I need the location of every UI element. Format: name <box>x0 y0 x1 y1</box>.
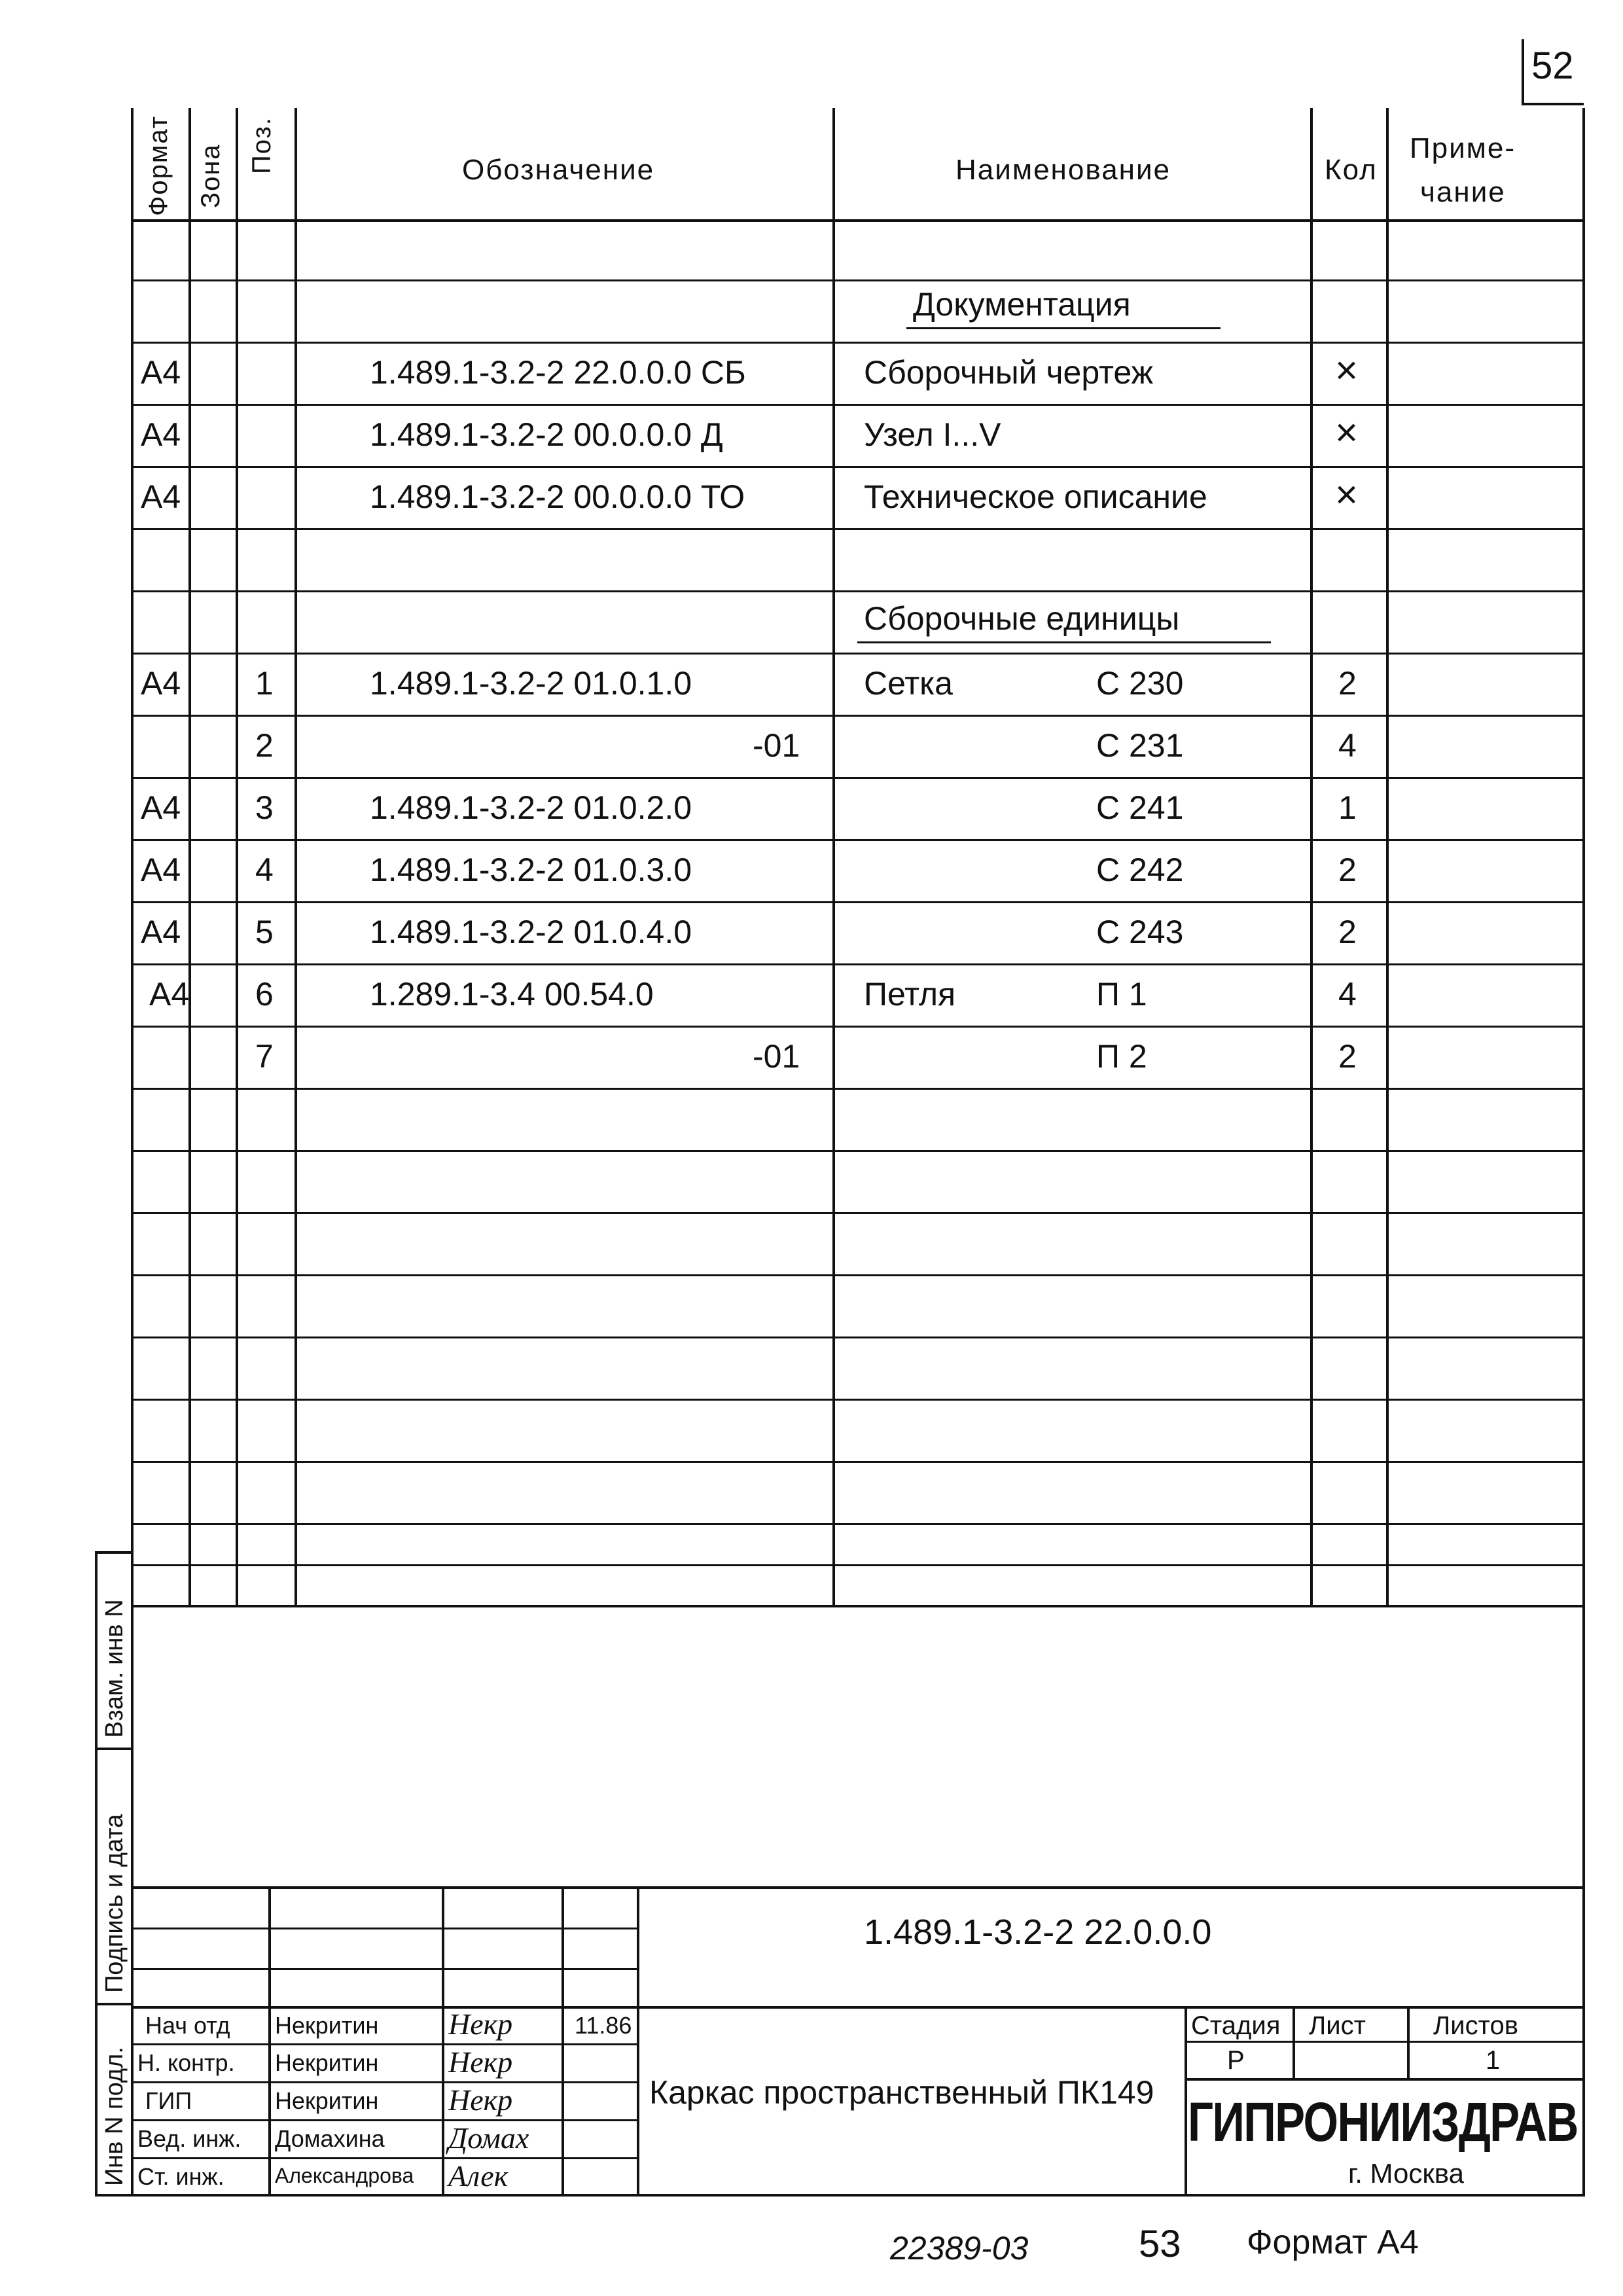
row-2-name: Сборочный чертеж <box>864 354 1154 391</box>
stage-label: Стадия <box>1191 2011 1281 2040</box>
signer-3-signature: Некр <box>448 2083 513 2117</box>
signer-4-role: Вед. инж. <box>137 2125 241 2152</box>
signer-1-role: Нач отд <box>145 2012 230 2039</box>
header-name: Наименование <box>955 154 1171 186</box>
row-3-format: А4 <box>141 416 181 453</box>
row-4-format: А4 <box>141 478 181 515</box>
row-7-format: А4 <box>141 665 181 702</box>
corner-underline <box>1522 103 1584 105</box>
row-10-format: А4 <box>141 852 181 888</box>
row-4-qty: × <box>1335 473 1359 516</box>
row-2-format: А4 <box>141 354 181 391</box>
sheets-value: 1 <box>1486 2046 1501 2075</box>
signer-5-role: Ст. инж. <box>137 2163 224 2190</box>
signer-2-signature: Некр <box>448 2045 513 2079</box>
row-7-designation: 1.489.1-3.2-2 01.0.1.0 <box>370 665 692 702</box>
header-zone: Зона <box>196 143 225 208</box>
row-9-pos: 3 <box>255 789 274 826</box>
row-8-designation: -01 <box>753 727 800 764</box>
row-9-designation: 1.489.1-3.2-2 01.0.2.0 <box>370 789 692 826</box>
table-right-border <box>1582 108 1585 2196</box>
row-3-name: Узел I...V <box>864 416 1001 453</box>
row-11-qty: 2 <box>1338 914 1357 950</box>
row-11-name2: С 243 <box>1096 914 1184 950</box>
row-7-qty: 2 <box>1338 665 1357 702</box>
section-underline <box>857 641 1271 643</box>
row-11-pos: 5 <box>255 914 274 950</box>
row-10-designation: 1.489.1-3.2-2 01.0.3.0 <box>370 852 692 888</box>
row-11-designation: 1.489.1-3.2-2 01.0.4.0 <box>370 914 692 950</box>
row-10-qty: 2 <box>1338 852 1357 888</box>
row-12-pos: 6 <box>255 976 274 1013</box>
row-12-format: А4 <box>149 976 190 1013</box>
section-assembly-units: Сборочные единицы <box>864 600 1180 637</box>
header-note-2: чание <box>1420 176 1506 208</box>
row-12-designation: 1.289.1-3.4 00.54.0 <box>370 976 654 1013</box>
row-3-designation: 1.489.1-3.2-2 00.0.0.0 Д <box>370 416 723 453</box>
sheet-label: Лист <box>1309 2011 1366 2040</box>
row-12-name2: П 1 <box>1096 976 1147 1013</box>
sheet-corner-number: 52 <box>1531 45 1574 87</box>
row-12-qty: 4 <box>1338 976 1357 1013</box>
row-7-name: Сетка <box>864 665 953 702</box>
header-note-1: Приме- <box>1410 132 1516 164</box>
section-underline <box>906 327 1221 329</box>
row-2-designation: 1.489.1-3.2-2 22.0.0.0 СБ <box>370 354 746 391</box>
row-8-pos: 2 <box>255 727 274 764</box>
stage-value: Р <box>1227 2046 1245 2075</box>
row-7-name2: С 230 <box>1096 665 1184 702</box>
signer-4-signature: Домах <box>448 2121 529 2155</box>
title-product-name: Каркас пространственный ПК149 <box>649 2074 1154 2111</box>
side-label-inv-podl: Инв N подл. <box>101 2047 128 2186</box>
row-13-qty: 2 <box>1338 1038 1357 1075</box>
row-10-name2: С 242 <box>1096 852 1184 888</box>
row-2-qty: × <box>1335 348 1359 392</box>
signer-1-date: 11.86 <box>575 2012 632 2039</box>
row-9-name2: С 241 <box>1096 789 1184 826</box>
signer-4-name: Домахина <box>275 2125 385 2152</box>
row-10-pos: 4 <box>255 852 274 888</box>
row-9-qty: 1 <box>1338 789 1357 826</box>
side-label-signature-date: Подпись и дата <box>101 1814 128 1993</box>
section-documentation: Документация <box>913 286 1131 323</box>
signer-5-name: Александрова <box>275 2164 414 2187</box>
row-13-designation: -01 <box>753 1038 800 1075</box>
header-pos: Поз. <box>247 117 276 174</box>
table-bottom-border <box>131 1605 1585 1607</box>
row-8-qty: 4 <box>1338 727 1357 764</box>
row-3-qty: × <box>1335 410 1359 454</box>
organization-city: г. Москва <box>1348 2158 1464 2189</box>
signer-3-role: ГИП <box>145 2087 192 2114</box>
row-11-format: А4 <box>141 914 181 950</box>
signer-5-signature: Алек <box>448 2159 508 2193</box>
signer-2-role: Н. контр. <box>137 2049 235 2076</box>
signer-1-name: Некритин <box>275 2012 379 2039</box>
side-label-inv-vzam: Взам. инв N <box>101 1599 128 1738</box>
header-format: Формат <box>144 115 173 216</box>
organization-name: ГИПРОНИИЗДРАВ <box>1188 2091 1578 2153</box>
row-4-name: Техническое описание <box>864 478 1207 515</box>
sheets-label: Листов <box>1433 2011 1518 2040</box>
archive-number: 22389-03 <box>890 2230 1029 2267</box>
header-qty: Кол <box>1325 154 1378 186</box>
signer-2-name: Некритин <box>275 2049 379 2076</box>
row-4-designation: 1.489.1-3.2-2 00.0.0.0 ТО <box>370 478 745 515</box>
row-12-name: Петля <box>864 976 956 1013</box>
title-designation: 1.489.1-3.2-2 22.0.0.0 <box>864 1912 1212 1952</box>
header-designation: Обозначение <box>462 154 655 186</box>
row-7-pos: 1 <box>255 665 274 702</box>
row-9-format: А4 <box>141 789 181 826</box>
title-block-bottom <box>131 2194 1585 2197</box>
row-8-name2: С 231 <box>1096 727 1184 764</box>
table-left-border <box>131 108 134 1607</box>
footer-page-number: 53 <box>1139 2223 1181 2265</box>
row-13-pos: 7 <box>255 1038 274 1075</box>
signer-1-signature: Некр <box>448 2007 513 2041</box>
signer-3-name: Некритин <box>275 2087 379 2114</box>
corner-divider <box>1522 39 1524 105</box>
footer-format-label: Формат А4 <box>1247 2223 1419 2261</box>
row-13-name2: П 2 <box>1096 1038 1147 1075</box>
